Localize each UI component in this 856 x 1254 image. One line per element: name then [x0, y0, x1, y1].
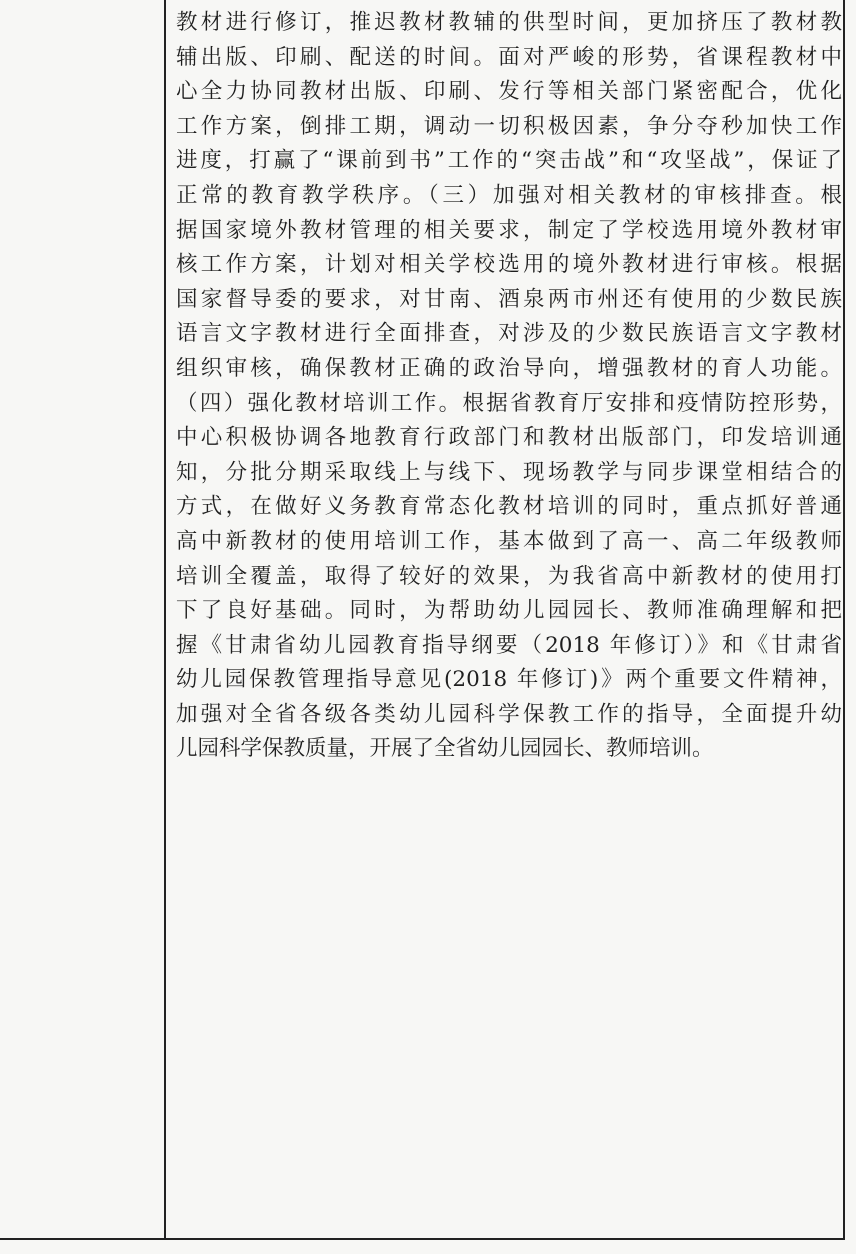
text-line: 加强对全省各级各类幼儿园科学保教工作的指导，全面提升幼	[176, 701, 842, 727]
text-line: 幼儿园保教管理指导意见(2018 年修订)》两个重要文件精神，	[176, 667, 842, 693]
text-line: 知，分批分期采取线上与线下、现场教学与同步课堂相结合的	[176, 459, 842, 485]
text-line: 据国家境外教材管理的相关要求，制定了学校选用境外教材审	[176, 217, 842, 243]
text-line: 下了良好基础。同时，为帮助幼儿园园长、教师准确理解和把	[176, 598, 842, 624]
text-line: 中心积极协调各地教育行政部门和教材出版部门，印发培训通	[176, 425, 842, 451]
text-line: 方式，在做好义务教育常态化教材培训的同时，重点抓好普通	[176, 494, 842, 520]
text-line: 组织审核，确保教材正确的政治导向，增强教材的育人功能。	[176, 355, 842, 381]
text-line: 高中新教材的使用培训工作，基本做到了高一、高二年级教师	[176, 528, 842, 554]
text-line: 握《甘肃省幼儿园教育指导纲要（2018 年修订）》和《甘肃省	[176, 632, 842, 658]
text-line: 工作方案，倒排工期，调动一切积极因素，争分夺秒加快工作	[176, 113, 842, 139]
text-line: 儿园科学保教质量，开展了全省幼儿园园长、教师培训。	[176, 736, 714, 762]
text-line: 语言文字教材进行全面排查，对涉及的少数民族语言文字教材	[176, 321, 842, 347]
body-paragraph	[176, 6, 842, 767]
text-line: 辅出版、印刷、配送的时间。面对严峻的形势，省课程教材中	[176, 44, 842, 70]
text-line: 心全力协同教材出版、印刷、发行等相关部门紧密配合，优化	[176, 79, 842, 105]
text-line: 正常的教育教学秩序。（三）加强对相关教材的审核排查。根	[176, 182, 842, 208]
text-line: （四）强化教材培训工作。根据省教育厅安排和疫情防控形势，	[176, 390, 842, 416]
text-line: 核工作方案，计划对相关学校选用的境外教材进行审核。根据	[176, 252, 842, 278]
text-line: 教材进行修订，推迟教材教辅的供型时间，更加挤压了教材教	[176, 10, 842, 35]
text-line: 进度，打赢了“课前到书”工作的“突击战”和“攻坚战”，保证了	[176, 148, 842, 174]
text-line: 培训全覆盖，取得了较好的效果，为我省高中新教材的使用打	[176, 563, 842, 589]
text-line: 国家督导委的要求，对甘南、酒泉两市州还有使用的少数民族	[176, 286, 842, 312]
table-left-cell	[0, 0, 166, 1240]
